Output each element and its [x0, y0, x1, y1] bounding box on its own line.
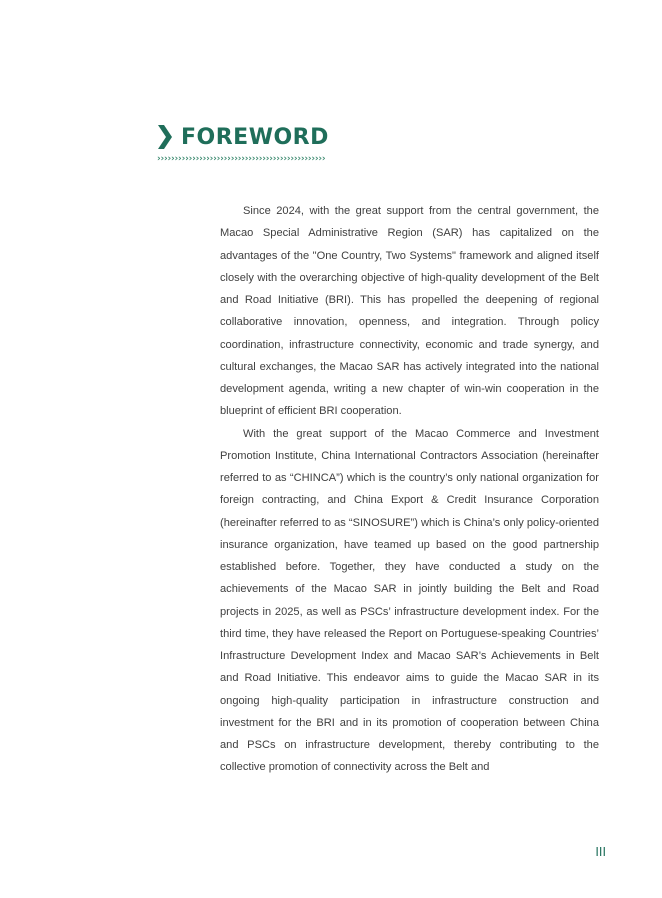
paragraph-2: With the great support of the Macao Commerce and Investment Promotion Institute, China International Contractors Association (hereinafter referred to as “CHINCA”) which is the country’s only national organization for foreign contracting, and China Export & Credit Insurance Corporation (hereinafter referred to as “SINOSURE”) which is China’s only policy-oriented insurance organization, have teamed up based on the good partnership established before. Together, they have conducted a study on the achievements of the Macao SAR in jointly building the Belt and Road projects in 2025, as well as PSCs’ infrastructure development index. For the third time, they have released the Report on Portuguese-speaking Countries’ Infrastructure Development Index and Macao SAR’s Achievements in Belt and Road Initiative. This endeavor aims to guide the Macao SAR in its ongoing high-quality participation in infrastructure construction and investment for the BRI and in its promotion of cooperation between China and PSCs on infrastructure development, thereby contributing to the collective promotion of connectivity across the Belt and: [220, 427, 599, 774]
page-number: III: [595, 845, 606, 859]
paragraph-1: Since 2024, with the great support from the central government, the Macao Special Administrative Region (SAR) has capitalized on the advantages of the "One Country, Two Systems" framework and aligned itself closely with the overarching objective of high-quality development of the Belt and Road Initiative (BRI). This has propelled the deepening of regional collaborative innovation, openness, and integration. Through policy coordination, infrastructure connectivity, economic and trade synergy, and cultural exchanges, the Macao SAR has actively integrated into the national development agenda, writing a new chapter of win-win cooperation in the blueprint of efficient BRI cooperation.: [220, 205, 599, 418]
foreword-body: [220, 200, 599, 779]
heading-divider: ››››››››››››››››››››››››››››››››››››››››››››››››: [157, 154, 326, 164]
page-title: FOREWORD: [181, 124, 329, 150]
chevron-right-icon: [157, 124, 173, 150]
section-heading: [157, 124, 329, 150]
